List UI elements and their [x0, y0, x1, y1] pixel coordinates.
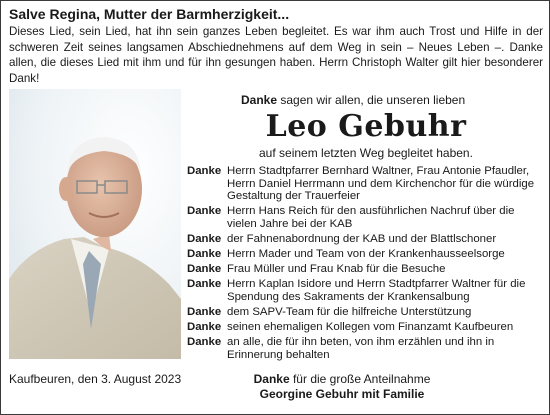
- signature: Georgine Gebuhr mit Familie: [259, 387, 425, 401]
- thanks-item-label: Danke: [187, 165, 222, 177]
- deceased-name: Leo Gebuhr: [265, 109, 467, 144]
- thanks-item-label: Danke: [187, 205, 222, 218]
- thanks-item-label: Danke: [187, 248, 222, 261]
- thanks-item-text: seinen ehemaligen Kollegen vom Finanzamt Kaufbeuren: [227, 320, 514, 333]
- closing-thanks-line: Danke für die große Anteilnahme: [253, 372, 431, 386]
- subline: auf seinem letzten Weg begleitet haben.: [259, 146, 473, 160]
- thanks-item-text: Herrn Hans Reich für den ausführlichen Nachruf über die vielen Jahre bei der KAB: [227, 205, 515, 231]
- portrait-photo: [9, 89, 181, 359]
- thanks-item-label: Danke: [187, 263, 222, 276]
- thanks-item-label: Danke: [187, 305, 222, 318]
- top-thanks-line: Danke sagen wir allen, die unseren lieben: [241, 93, 466, 107]
- thanks-item: [187, 306, 547, 319]
- thanks-item-text: Herrn Stadtpfarrer Bernhard Waltner, Frau Antonie Pfaudler, Herrn Daniel Herrmann und dem Kirchenchor für die würdige Gestaltung der Trauerfeier: [227, 165, 535, 203]
- thanks-item: [187, 205, 547, 230]
- thanks-item-label: Danke: [187, 320, 222, 333]
- place-date: Kaufbeuren, den 3. August 2023: [9, 372, 182, 386]
- intro-paragraph: Dieses Lied, sein Lied, hat ihn sein ganzes Leben begleitet. Es war ihm auch Trost und Hilfe in der schweren Zeit seines langsamen Abschiednehmens auf dem Weg in sein – Neues Leben –. Danke allen, die dieses Lied mit ihm und für ihn gesungen haben. Herrn Christoph Walter gilt hier besonderer Dank!: [9, 25, 543, 85]
- thanks-item-text: der Fahnenabordnung der KAB und der Blattlschoner: [227, 233, 497, 246]
- thanks-list: [187, 165, 547, 364]
- thanks-item-text: Herrn Kaplan Isidore und Herrn Stadtpfarrer Waltner für die Spendung des Sakraments der Krankensalbung: [227, 278, 526, 303]
- thanks-item-text: an alle, die für ihn beten, von ihm erzählen und ihn in Erinnerung behalten: [227, 335, 495, 361]
- thanks-item: [187, 233, 547, 246]
- thanks-item: [187, 321, 547, 334]
- headline: Salve Regina, Mutter der Barmherzigkeit...: [9, 6, 290, 22]
- thanks-item: [187, 165, 547, 203]
- closing-block: [247, 372, 437, 402]
- thanks-item-text: Herrn Mader und Team von der Krankenhausseelsorge: [227, 248, 505, 261]
- thanks-item: [187, 248, 547, 261]
- thanks-item: [187, 336, 547, 361]
- thanks-item-label: Danke: [187, 278, 222, 291]
- thanks-item: [187, 278, 547, 303]
- thanks-item-label: Danke: [187, 335, 222, 348]
- thanks-item-text: Frau Müller und Frau Knab für die Besuche: [227, 263, 446, 276]
- thanks-item-text: dem SAPV-Team für die hilfreiche Unterstützung: [227, 305, 472, 318]
- thanks-item-label: Danke: [187, 233, 222, 246]
- thanks-item: [187, 263, 547, 276]
